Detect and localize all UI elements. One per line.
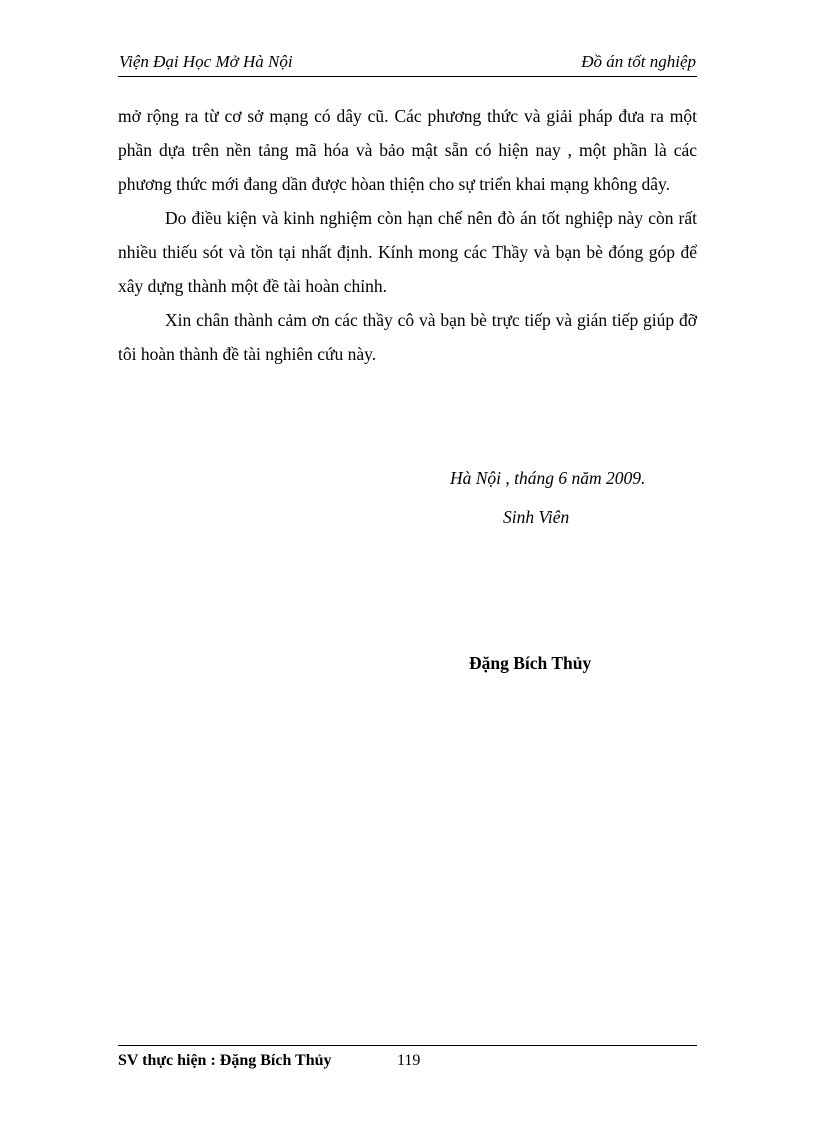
paragraph-apology: Do điều kiện và kinh nghiệm còn hạn chế nên đò án tốt nghiệp này còn rất nhiều thiếu sót và tồn tại nhất định. Kính mong các Thầy và bạn bè đóng góp để xây dựng thành một đề tài hoàn chỉnh. (118, 208, 697, 296)
footer-divider (118, 1045, 697, 1046)
footer-author: SV thực hiện : Đặng Bích Thủy (118, 1052, 332, 1069)
page-number: 119 (397, 1052, 421, 1069)
page-footer (118, 1052, 421, 1070)
paragraph-continuation: mở rộng ra từ cơ sở mạng có dây cũ. Các phương thức và giải pháp đưa ra một phần dựa trên nền tảng mã hóa và bảo mật sẵn có hiện nay , một phần là các phương thức mới đang dần được hòan thiện cho sự triển khai mạng không dây. (118, 106, 697, 194)
header-document-type: Đồ án tốt nghiệp (581, 52, 696, 71)
header-institution: Viện Đại Học Mở Hà Nội (119, 52, 293, 71)
paragraph-thanks: Xin chân thành cảm ơn các thầy cô và bạn bè trực tiếp và gián tiếp giúp đỡ tôi hoàn thành đề tài nghiên cứu này. (118, 310, 697, 364)
signature-name: Đặng Bích Thủy (469, 653, 592, 673)
main-text (118, 99, 697, 371)
page-header (118, 50, 697, 77)
signature-date: Hà Nội , tháng 6 năm 2009. (450, 468, 646, 488)
signature-role: Sinh Viên (503, 507, 570, 527)
